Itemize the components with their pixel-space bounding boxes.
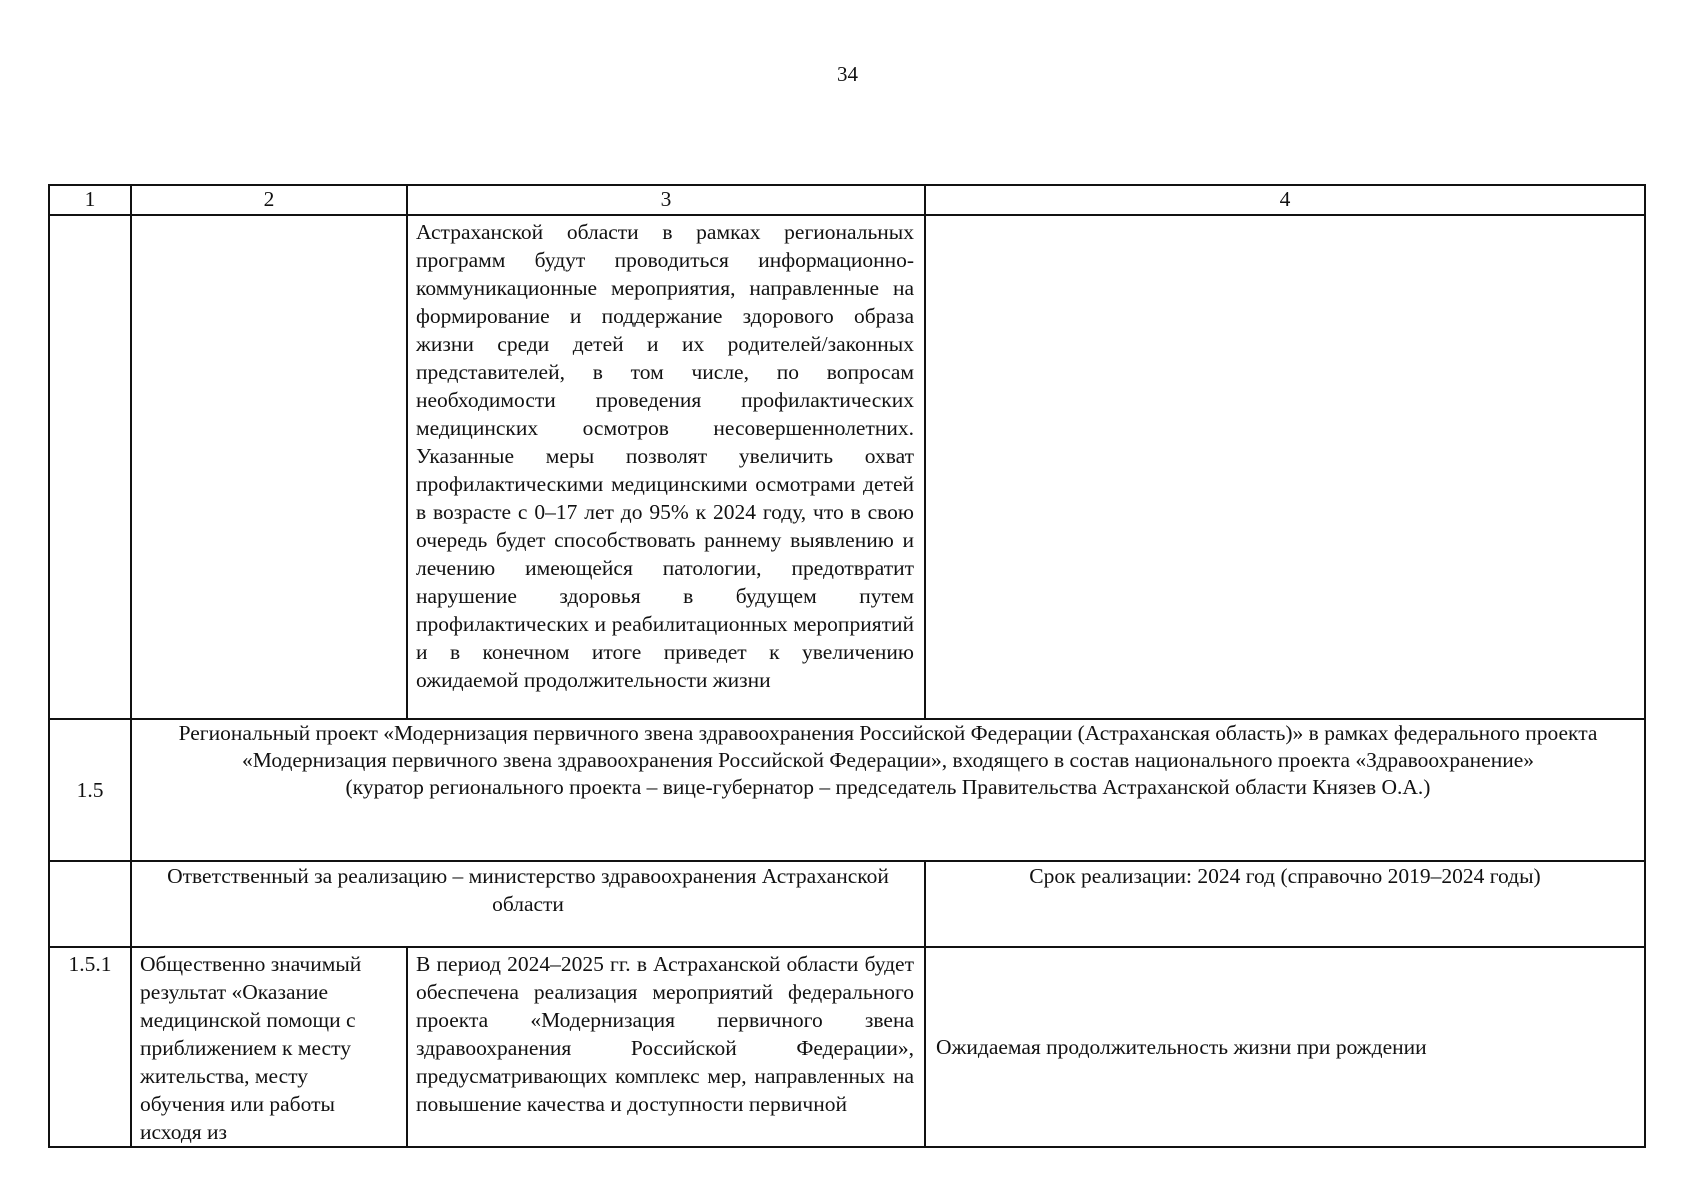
responsible-empty-cell xyxy=(49,861,131,947)
table-row-continuation xyxy=(49,215,1645,719)
column-header-1: 1 xyxy=(49,185,131,215)
measures-table xyxy=(48,184,1646,1148)
cont-col1-cell xyxy=(49,215,131,719)
page-number: 34 xyxy=(837,62,858,86)
table-row-1-5-1 xyxy=(49,947,1645,1147)
responsible-cell: Ответственный за реализацию – министерство здравоохранения Астраханской области xyxy=(131,861,925,947)
description-cell: В период 2024–2025 гг. в Астраханской области будет обеспечена реализация мероприятий федерального проекта «Модернизация первичного звена здравоохранения Российской Федерации», предусматривающих комплекс мер, направленных на повышение качества и доступности первичной xyxy=(407,947,925,1147)
project-title: Региональный проект «Модернизация первичного звена здравоохранения Российской Федерации (Астраханская область)» в рамках федерального проекта «Модернизация первичного звена здравоохранения Российской Федерации», входящего в состав национального проекта «Здравоохранение» xyxy=(178,721,1598,772)
table-row-project-1-5 xyxy=(49,719,1645,861)
project-cell xyxy=(131,719,1645,861)
result-cell: Общественно значимый результат «Оказание медицинской помощи с приближением к месту жительства, месту обучения или работы исходя из xyxy=(131,947,407,1147)
column-header-3: 3 xyxy=(407,185,925,215)
column-header-2: 2 xyxy=(131,185,407,215)
project-number: 1.5 xyxy=(49,719,131,861)
cont-col2-cell xyxy=(131,215,407,719)
indicator-cell: Ожидаемая продолжительность жизни при рождении xyxy=(925,947,1645,1147)
column-header-4: 4 xyxy=(925,185,1645,215)
table-row-responsible xyxy=(49,861,1645,947)
table-header-row xyxy=(49,185,1645,215)
cont-col4-cell xyxy=(925,215,1645,719)
cont-description-cell: Астраханской области в рамках региональных программ будут проводиться информационно-коммуникационные мероприятия, направленные на формирование и поддержание здорового образа жизни среди детей и их родителей/законных представителей, в том числе, по вопросам необходимости проведения профилактических медицинских осмотров несовершеннолетних. Указанные меры позволят увеличить охват профилактическими медицинскими осмотрами детей в возрасте с 0–17 лет до 95% к 2024 году, что в свою очередь будет способствовать раннему выявлению и лечению имеющейся патологии, предотвратит нарушение здоровья в будущем путем профилактических и реабилитационных мероприятий и в конечном итоге приведет к увеличению ожидаемой продолжительности жизни xyxy=(407,215,925,719)
term-cell: Срок реализации: 2024 год (справочно 2019–2024 годы) xyxy=(925,861,1645,947)
row-number: 1.5.1 xyxy=(49,947,131,1147)
project-curator: (куратор регионального проекта – вице-губернатор – председатель Правительства Астраханской области Князев О.А.) xyxy=(345,775,1431,799)
